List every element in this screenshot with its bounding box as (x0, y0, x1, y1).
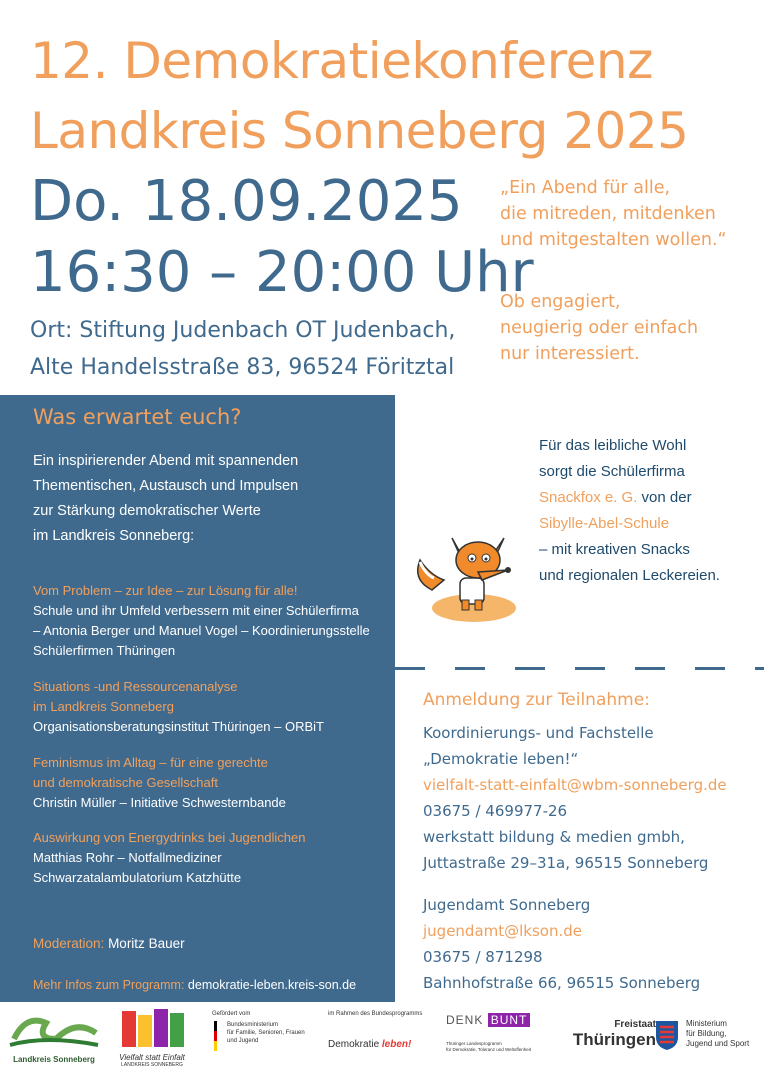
intro-line: im Landkreis Sonneberg: (33, 528, 195, 544)
denkbunt-logo (446, 1013, 546, 1053)
logo-text: leben! (381, 1039, 412, 1050)
program-item-text: Matthias Rohr – Notfallmediziner (33, 850, 222, 865)
quote-line: die mitreden, mitdenken (500, 204, 716, 224)
registration-heading: Anmeldung zur Teilnahme: (423, 690, 650, 710)
logo-text: und Jugend (227, 1038, 259, 1044)
registration-section (423, 690, 763, 996)
quote-line: neugierig oder einfach (500, 318, 699, 338)
program-item-text: Schule und ihr Umfeld verbessern mit einer Schülerfirma (33, 603, 359, 618)
program-item-text: Christin Müller – Initiative Schwesternbande (33, 795, 286, 810)
bmfsfj-logo (212, 1011, 322, 1051)
program-item-title: Auswirkung von Energydrinks bei Jugendlichen (33, 830, 306, 845)
dashed-divider (395, 667, 764, 670)
logo-text: DENK (446, 1013, 484, 1027)
program-item (33, 753, 393, 813)
program-item-title: Situations -und Ressourcenanalyse (33, 679, 238, 694)
logo-text: Thüringen (572, 1030, 656, 1049)
logo-text: Gefördert vom (212, 1011, 251, 1017)
logo-text: Demokratie (328, 1039, 382, 1050)
quote-line: „Ein Abend für alle, (500, 178, 671, 198)
ministry-logo-text (686, 1019, 762, 1049)
program-item-title: Vom Problem – zur Idee – zur Lösung für alle! (33, 583, 298, 598)
logo-text: BUNT (488, 1013, 531, 1027)
address-line: Bahnhofstraße 66, 96515 Sonneberg (423, 974, 701, 992)
more-info-link[interactable]: demokratie-leben.kreis-son.de (187, 978, 357, 992)
quote-line: Ob engagiert, (500, 292, 621, 312)
title-line-1: 12. Demokratiekonferenz (30, 32, 653, 90)
quote-line: nur interessiert. (500, 344, 640, 364)
program-item-title: Feminismus im Alltag – für eine gerechte (33, 755, 268, 770)
logo-text: Freistaat (614, 1019, 656, 1030)
address-line: Juttastraße 29–31a, 96515 Sonneberg (423, 854, 709, 872)
quote (500, 175, 750, 253)
landkreis-icon (6, 1009, 102, 1053)
moderator-name: Moritz Bauer (108, 936, 185, 951)
program-item-text: – Antonia Berger und Manuel Vogel – Koordinierungsstelle (33, 623, 370, 638)
moderation (33, 936, 185, 951)
phone-number: 03675 / 469977-26 (423, 802, 568, 820)
program-item-title: und demokratische Gesellschaft (33, 775, 218, 790)
catering-line: und regionalen Leckereien. (539, 567, 720, 584)
logo-text: für Familie, Senioren, Frauen (227, 1030, 305, 1036)
program-item-text: Organisationsberatungsinstitut Thüringen – ORBiT (33, 719, 324, 734)
program-item-text: Schülerfirmen Thüringen (33, 643, 176, 658)
snackfox-name: Snackfox e. G. (539, 489, 638, 506)
logo-text: für Demokratie, Toleranz und Weltoffenheit (446, 1047, 532, 1052)
intro-line: zur Stärkung demokratischer Werte (33, 503, 261, 519)
registration-line: „Demokratie leben!“ (423, 750, 579, 768)
program-intro (33, 449, 388, 549)
catering-info (539, 433, 759, 589)
venue-line-2: Alte Handelsstraße 83, 96524 Föritztal (30, 355, 455, 380)
venue-line-1: Ort: Stiftung Judenbach OT Judenbach, (30, 318, 456, 343)
catering-line: – mit kreativen Snacks (539, 541, 690, 558)
catering-line (539, 485, 759, 511)
logo-text: LANDKREIS SONNEBERG (121, 1062, 183, 1068)
registration-line: Jugendamt Sonneberg (423, 896, 591, 914)
program-item-title: im Landkreis Sonneberg (33, 699, 174, 714)
more-info (33, 978, 356, 992)
program-item (33, 581, 393, 661)
demokratie-leben-logo (328, 1011, 438, 1050)
school-name: Sibylle-Abel-Schule (539, 515, 670, 532)
intro-line: Thementischen, Austausch und Impulsen (33, 478, 299, 494)
sponsor-logos-bar (0, 1005, 764, 1080)
registration-line: werkstatt bildung & medien gmbh, (423, 828, 685, 846)
event-time: 16:30 – 20:00 Uhr (30, 240, 534, 305)
program-heading: Was erwartet euch? (33, 405, 242, 429)
logo-text: für Bildung, (686, 1029, 727, 1038)
vielfalt-logo (112, 1005, 192, 1075)
coat-of-arms-icon (654, 1019, 680, 1051)
phone-number: 03675 / 871298 (423, 948, 543, 966)
invitation-text (500, 289, 750, 367)
title-line-2: Landkreis Sonneberg 2025 (30, 102, 689, 160)
catering-line: sorgt die Schülerfirma (539, 463, 685, 480)
registration-line: Koordinierungs- und Fachstelle (423, 724, 654, 742)
logo-text: Thüringer Landesprogramm (446, 1041, 502, 1046)
email-link[interactable]: jugendamt@lkson.de (423, 922, 583, 940)
federal-flag-icon (212, 1021, 224, 1051)
logo-text: Jugend und Sport (686, 1039, 750, 1048)
logo-text: Ministerium (686, 1019, 727, 1028)
logo-text: Landkreis Sonneberg (13, 1055, 95, 1064)
more-info-label: Mehr Infos zum Programm: (33, 978, 185, 992)
event-date: Do. 18.09.2025 (30, 169, 463, 234)
program-item (33, 677, 393, 737)
program-item (33, 828, 393, 888)
catering-line: Für das leibliche Wohl (539, 437, 687, 454)
quote-line: und mitgestalten wollen.“ (500, 230, 727, 250)
landkreis-logo (6, 1009, 102, 1071)
logo-text: Vielfalt statt Einfalt (119, 1053, 185, 1062)
thueringen-logo (556, 1019, 656, 1050)
logo-text: im Rahmen des Bundesprogramms (328, 1011, 423, 1017)
intro-line: Ein inspirierender Abend mit spannenden (33, 453, 299, 469)
moderation-label: Moderation: (33, 936, 105, 951)
logo-text: Bundesministerium (227, 1022, 279, 1028)
email-link[interactable]: vielfalt-statt-einfalt@wbm-sonneberg.de (423, 776, 727, 794)
program-item-text: Schwarzatalambulatorium Katzhütte (33, 870, 242, 885)
program-panel (0, 395, 395, 1002)
fox-mascot-icon (412, 520, 522, 630)
catering-text: von der (637, 489, 692, 506)
vielfalt-icon (112, 1005, 192, 1051)
